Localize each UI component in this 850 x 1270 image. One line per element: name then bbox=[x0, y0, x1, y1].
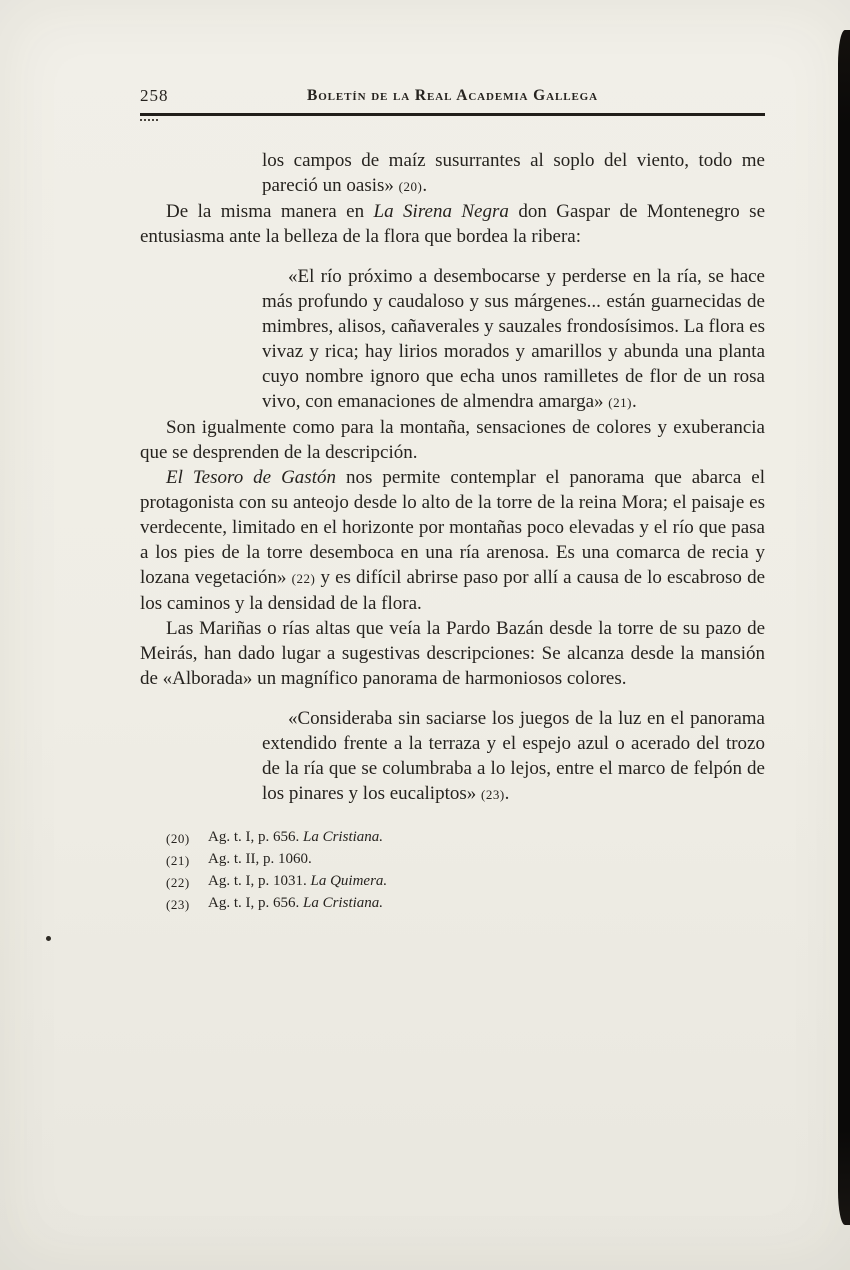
footnote-row bbox=[166, 849, 765, 871]
quote-block-2 bbox=[262, 264, 765, 415]
quote-text: «El río próximo a desembocarse y perderse en la ría, se hace más profundo y caudaloso y sus márgenes... están guarnecidas de mimbres, alisos, cañaverales y sauzales frondosísimos. La flora es vivaz y rica; hay lirios morados y amarillos y abunda una planta cuyo nombre ignoro que echa unos ramilletes de flor de un rosa vivo, con emanaciones de almendra amarga» bbox=[262, 266, 765, 412]
quote-text: los campos de maíz susurrantes al soplo del viento, todo me pareció un oasis» bbox=[262, 150, 765, 196]
footnote-ref-text: Ag. t. II, p. 1060. bbox=[208, 851, 312, 867]
footnote-marker: (21) bbox=[166, 852, 190, 868]
scan-speck bbox=[46, 936, 51, 941]
footnotes-section bbox=[166, 827, 765, 915]
footnote-text bbox=[208, 871, 765, 893]
paragraph-text: y es difícil abrirse paso por allí a causa de lo escabroso de los caminos y la densidad de la flora. bbox=[140, 567, 765, 614]
scan-binding-bar bbox=[838, 30, 850, 1225]
page-number: 258 bbox=[140, 86, 169, 105]
quote-tail: . bbox=[422, 175, 428, 196]
footnote-work-title: La Cristiana. bbox=[303, 829, 384, 845]
footnote-marker: (22) bbox=[166, 874, 190, 890]
footnote-row bbox=[166, 827, 765, 849]
quote-block-1 bbox=[262, 148, 765, 199]
header-rule bbox=[140, 113, 765, 116]
footnote-work-title: La Cristiana. bbox=[303, 895, 384, 911]
paragraph-text: nos permite contemplar el panorama que abarca el protagonista con su anteojo desde lo alto de la torre de la reina Mora; el paisaje es verdecente, limitado en el horizonte por montañas poco elevadas y el río que pasa a los pies de la torre desemboca en una ría arenosa. Es una comarca de recia y lozana vegetación» bbox=[140, 467, 765, 588]
footnote-marker: (23) bbox=[166, 896, 190, 912]
scan-dash-marks bbox=[140, 119, 158, 121]
footnote-ref-21: (21) bbox=[608, 395, 632, 410]
quote-block-3 bbox=[262, 706, 765, 807]
footnote-work-title: La Quimera. bbox=[310, 873, 388, 889]
footnote-marker: (20) bbox=[166, 830, 190, 846]
page-header bbox=[140, 84, 765, 108]
footnote-ref-text: Ag. t. I, p. 656. bbox=[208, 829, 303, 845]
footnote-text bbox=[208, 849, 765, 871]
footnote-text bbox=[208, 893, 765, 915]
paragraph-3 bbox=[140, 465, 765, 616]
footnote-ref-text: Ag. t. I, p. 1031. bbox=[208, 873, 311, 889]
book-title-el-tesoro-de-gaston: El Tesoro de Gastón bbox=[166, 467, 336, 488]
quote-tail: . bbox=[504, 783, 510, 804]
footnote-ref-23: (23) bbox=[481, 787, 505, 802]
book-title-la-sirena-negra: La Sirena Negra bbox=[373, 201, 509, 222]
footnote-row bbox=[166, 893, 765, 915]
footnote-ref-text: Ag. t. I, p. 656. bbox=[208, 895, 303, 911]
paragraph-4: Las Mariñas o rías altas que veía la Pardo Bazán desde la torre de su pazo de Meirás, han dado lugar a sugestivas descripciones: Se alcanza desde la mansión de «Alborada» un magnífico panorama de harmoniosos colores. bbox=[140, 618, 765, 689]
footnote-ref-22: (22) bbox=[291, 571, 316, 586]
page-content bbox=[140, 84, 765, 915]
paragraph-text: De la misma manera en bbox=[166, 201, 374, 222]
paragraph-1 bbox=[140, 199, 765, 249]
paragraph-text: don Gaspar de Montenegro se entusiasma ante la belleza de la flora que bordea la ribera: bbox=[140, 201, 766, 247]
footnote-ref-20: (20) bbox=[398, 179, 423, 194]
quote-tail: . bbox=[631, 391, 637, 412]
footnote-text bbox=[208, 827, 765, 849]
header-title: Boletín de la Real Academia Gallega bbox=[306, 87, 598, 104]
paragraph-2: Son igualmente como para la montaña, sensaciones de colores y exuberancia que se desprenden de la descripción. bbox=[140, 417, 765, 463]
footnote-row bbox=[166, 871, 765, 893]
quote-text: «Consideraba sin saciarse los juegos de la luz en el panorama extendido frente a la terraza y el espejo azul o acerado del trozo de la ría que se columbraba a lo lejos, entre el marco de felpón de los pinares y los eucaliptos» bbox=[262, 708, 765, 804]
